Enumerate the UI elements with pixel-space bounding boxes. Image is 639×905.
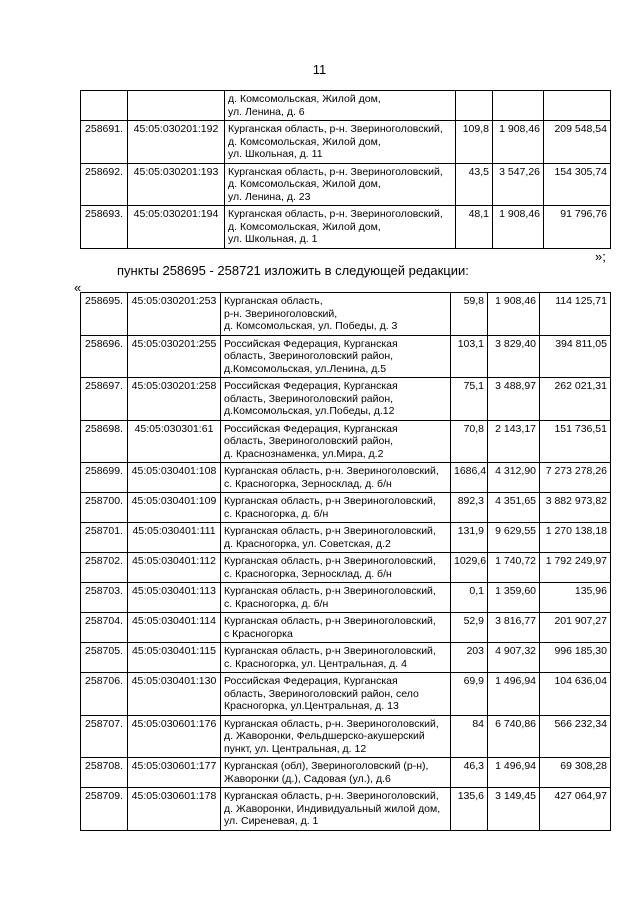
rate-cell: 1 740,72	[488, 553, 540, 583]
row-number-cell: 258699.	[81, 463, 128, 493]
address-line: Курганская область, р-н Звериноголовский,	[224, 645, 436, 657]
cadastral-number-cell: 45:05:030201:192	[128, 121, 225, 164]
address-line: д.Комсомольская, ул.Победы, д.12	[224, 405, 395, 417]
cadastral-number-cell: 45:05:030401:112	[128, 553, 221, 583]
address-line: Курганская область, р-н. Звериноголовский,	[224, 717, 439, 730]
address-cell	[221, 335, 451, 378]
cadastral-value-cell: 996 185,30	[540, 643, 611, 673]
area-cell: 70,8	[451, 420, 488, 463]
rate-cell: 3 488,97	[488, 378, 540, 421]
area-cell: 84	[451, 715, 488, 758]
address-cell	[221, 788, 451, 831]
address-cell	[221, 613, 451, 643]
cadastral-number-cell: 45:05:030201:258	[128, 378, 221, 421]
cadastral-number-cell: 45:05:030201:193	[128, 163, 225, 206]
cadastral-number-cell	[128, 91, 225, 121]
row-number-cell: 258702.	[81, 553, 128, 583]
row-number-cell: 258700.	[81, 493, 128, 523]
rate-cell: 3 547,26	[493, 163, 544, 206]
cadastral-value-cell: 114 125,71	[540, 293, 611, 336]
rate-cell: 1 908,46	[493, 121, 544, 164]
row-number-cell: 258692.	[81, 163, 128, 206]
area-cell: 135,6	[451, 788, 488, 831]
address-line: Курганская область, р-н Звериноголовский,	[224, 555, 436, 567]
address-line: д. Краснознаменка, ул.Мира, д.2	[224, 447, 384, 460]
cadastral-number-cell: 45:05:030201:253	[128, 293, 221, 336]
rate-cell: 1 908,46	[493, 206, 544, 249]
address-line: Российская Федерация, Курганская	[224, 380, 398, 392]
area-cell: 131,9	[451, 523, 488, 553]
address-line: д. Комсомольская, Жилой дом,	[228, 93, 381, 105]
area-cell: 109,8	[456, 121, 493, 164]
address-cell	[221, 758, 451, 788]
area-cell	[456, 91, 493, 121]
area-cell: 103,1	[451, 335, 488, 378]
address-line: Российская Федерация, Курганская	[224, 675, 398, 687]
area-cell: 203	[451, 643, 488, 673]
address-line: Курганская область, р-н Звериноголовский,	[224, 495, 436, 507]
row-number-cell: 258696.	[81, 335, 128, 378]
cadastral-number-cell: 45:05:030601:176	[128, 715, 221, 758]
row-number-cell	[81, 91, 128, 121]
rate-cell: 6 740,86	[488, 715, 540, 758]
address-line: Российская Федерация, Курганская	[224, 422, 398, 435]
cadastral-number-cell: 45:05:030401:109	[128, 493, 221, 523]
address-line: д. Красногорка, ул. Советская, д.2	[224, 537, 391, 550]
table-row	[81, 463, 611, 493]
cadastral-value-cell: 154 305,74	[544, 163, 611, 206]
address-cell	[225, 121, 456, 164]
address-line: Курганская (обл), Звериноголовский (р-н),	[224, 760, 429, 772]
area-cell: 1029,6	[451, 553, 488, 583]
address-cell	[225, 206, 456, 249]
closing-quote: »;	[595, 249, 606, 264]
rate-cell: 4 312,90	[488, 463, 540, 493]
table-row	[81, 643, 611, 673]
address-line: ул. Школьная, д. 11	[228, 148, 323, 160]
address-line: область, Звериноголовский район,	[224, 435, 394, 447]
address-line: д. Жаворонки, Индивидуальный жилой дом,	[224, 802, 441, 815]
table-row	[81, 206, 611, 249]
area-cell: 892,3	[451, 493, 488, 523]
rate-cell: 2 143,17	[488, 420, 540, 463]
rate-cell: 1 496,94	[488, 673, 540, 716]
table-row	[81, 335, 611, 378]
area-cell: 1686,4	[451, 463, 488, 493]
address-line: область, Звериноголовский район,	[224, 392, 394, 405]
cadastral-value-cell: 69 308,28	[540, 758, 611, 788]
area-cell: 69,9	[451, 673, 488, 716]
address-line: ул. Школьная, д. 1	[228, 233, 318, 245]
table-row	[81, 583, 611, 613]
cadastral-value-cell: 104 636,04	[540, 673, 611, 716]
row-number-cell: 258697.	[81, 378, 128, 421]
address-line: Курганская область, р-н Звериноголовский,	[224, 585, 436, 597]
address-line: д. Комсомольская, Жилой дом,	[228, 220, 381, 233]
row-number-cell: 258701.	[81, 523, 128, 553]
table-row	[81, 420, 611, 463]
cadastral-value-cell: 151 736,51	[540, 420, 611, 463]
row-number-cell: 258703.	[81, 583, 128, 613]
rate-cell: 3 149,45	[488, 788, 540, 831]
address-cell	[221, 553, 451, 583]
row-number-cell: 258691.	[81, 121, 128, 164]
rate-cell: 1 359,60	[488, 583, 540, 613]
address-line: д. Комсомольская, Жилой дом,	[228, 135, 381, 148]
address-cell	[221, 293, 451, 336]
row-number-cell: 258706.	[81, 673, 128, 716]
rate-cell: 4 351,65	[488, 493, 540, 523]
address-line: Красногорка, ул.Центральная, д. 13	[224, 700, 399, 712]
rate-cell: 4 907,32	[488, 643, 540, 673]
rate-cell: 9 629,55	[488, 523, 540, 553]
cadastral-value-cell: 135,96	[540, 583, 611, 613]
address-line: ул. Ленина, д. 6	[228, 105, 305, 118]
cadastral-number-cell: 45:05:030401:113	[128, 583, 221, 613]
table-row	[81, 493, 611, 523]
address-line: с. Красногорка, Зерносклад, д. б/н	[224, 567, 392, 580]
rate-cell	[493, 91, 544, 121]
cadastral-number-cell: 45:05:030201:194	[128, 206, 225, 249]
amendment-paragraph: пункты 258695 - 258721 изложить в следующей редакции:	[117, 263, 469, 278]
cadastral-number-cell: 45:05:030201:255	[128, 335, 221, 378]
address-cell	[221, 643, 451, 673]
rate-cell: 1 908,46	[488, 293, 540, 336]
cadastral-value-cell: 201 907,27	[540, 613, 611, 643]
address-cell	[221, 673, 451, 716]
address-line: Курганская область, р-н. Звериноголовский,	[224, 790, 439, 802]
table-row	[81, 613, 611, 643]
row-number-cell: 258704.	[81, 613, 128, 643]
address-cell	[221, 523, 451, 553]
address-line: область, Звериноголовский район, село	[224, 687, 419, 700]
address-line: Курганская область, р-н. Звериноголовский,	[228, 165, 443, 178]
table-row	[81, 378, 611, 421]
address-cell	[221, 463, 451, 493]
cadastral-number-cell: 45:05:030401:115	[128, 643, 221, 673]
address-line: Курганская область, р-н. Звериноголовский,	[228, 123, 443, 135]
address-line: Курганская область, р-н. Звериноголовский,	[224, 465, 439, 477]
area-cell: 48,1	[456, 206, 493, 249]
area-cell: 75,1	[451, 378, 488, 421]
page-number: 11	[312, 62, 327, 77]
cadastral-value-cell	[544, 91, 611, 121]
cadastral-value-cell: 1 270 138,18	[540, 523, 611, 553]
row-number-cell: 258695.	[81, 293, 128, 336]
address-cell	[221, 493, 451, 523]
cadastral-number-cell: 45:05:030401:114	[128, 613, 221, 643]
address-line: д. Жаворонки, Фельдшерско-акушерский	[224, 730, 425, 742]
area-cell: 0,1	[451, 583, 488, 613]
cadastral-number-cell: 45:05:030601:178	[128, 788, 221, 831]
address-cell	[225, 163, 456, 206]
address-line: Курганская область,	[224, 295, 323, 307]
table-row	[81, 673, 611, 716]
address-line: Курганская область, р-н Звериноголовский,	[224, 615, 436, 627]
table-row	[81, 163, 611, 206]
cadastral-value-cell: 427 064,97	[540, 788, 611, 831]
table-row	[81, 715, 611, 758]
address-line: с. Красногорка, д. б/н	[224, 597, 329, 610]
row-number-cell: 258698.	[81, 420, 128, 463]
cadastral-value-cell: 566 232,34	[540, 715, 611, 758]
address-line: д.Комсомольская, ул.Ленина, д.5	[224, 362, 387, 375]
rate-cell: 3 829,40	[488, 335, 540, 378]
property-table-top	[80, 90, 611, 249]
cadastral-value-cell: 394 811,05	[540, 335, 611, 378]
cadastral-value-cell: 209 548,54	[544, 121, 611, 164]
address-line: с. Красногорка, ул. Центральная, д. 4	[224, 657, 407, 670]
address-line: д. Комсомольская, ул. Победы, д. 3	[224, 320, 398, 332]
cadastral-number-cell: 45:05:030401:111	[128, 523, 221, 553]
address-line: Российская Федерация, Курганская	[224, 337, 398, 350]
address-cell	[221, 583, 451, 613]
address-line: область, Звериноголовский район,	[224, 350, 394, 362]
address-cell	[221, 715, 451, 758]
table-row	[81, 523, 611, 553]
cadastral-value-cell: 1 792 249,97	[540, 553, 611, 583]
table-row	[81, 293, 611, 336]
table-row	[81, 553, 611, 583]
cadastral-number-cell: 45:05:030401:130	[128, 673, 221, 716]
area-cell: 59,8	[451, 293, 488, 336]
cadastral-value-cell: 3 882 973,82	[540, 493, 611, 523]
address-cell	[221, 420, 451, 463]
table-row	[81, 788, 611, 831]
row-number-cell: 258705.	[81, 643, 128, 673]
address-line: Курганская область, р-н Звериноголовский,	[224, 525, 436, 537]
address-line: Курганская область, р-н. Звериноголовский,	[228, 208, 443, 220]
address-line: р-н. Звериноголовский,	[224, 307, 338, 320]
address-cell	[225, 91, 456, 121]
address-line: д. Комсомольская, Жилой дом,	[228, 178, 381, 190]
table-row	[81, 91, 611, 121]
opening-quote: «	[74, 280, 82, 295]
area-cell: 43,5	[456, 163, 493, 206]
rate-cell: 1 496,94	[488, 758, 540, 788]
row-number-cell: 258709.	[81, 788, 128, 831]
cadastral-value-cell: 7 273 278,26	[540, 463, 611, 493]
area-cell: 46,3	[451, 758, 488, 788]
address-line: с. Красногорка, д. б/н	[224, 507, 329, 520]
property-table-main	[80, 292, 611, 831]
address-line: пункт, ул. Центральная, д. 12	[224, 742, 367, 755]
rate-cell: 3 816,77	[488, 613, 540, 643]
row-number-cell: 258708.	[81, 758, 128, 788]
address-line: ул. Сиреневая, д. 1	[224, 815, 319, 827]
table-row	[81, 758, 611, 788]
cadastral-number-cell: 45:05:030601:177	[128, 758, 221, 788]
address-line: с Красногорка	[224, 627, 293, 640]
table-row	[81, 121, 611, 164]
row-number-cell: 258693.	[81, 206, 128, 249]
address-cell	[221, 378, 451, 421]
cadastral-number-cell: 45:05:030301:61	[128, 420, 221, 463]
address-line: ул. Ленина, д. 23	[228, 190, 311, 203]
cadastral-number-cell: 45:05:030401:108	[128, 463, 221, 493]
cadastral-value-cell: 262 021,31	[540, 378, 611, 421]
row-number-cell: 258707.	[81, 715, 128, 758]
area-cell: 52,9	[451, 613, 488, 643]
address-line: с. Красногорка, Зерносклад, д. б/н	[224, 477, 392, 490]
cadastral-value-cell: 91 796,76	[544, 206, 611, 249]
address-line: Жаворонки (д.), Садовая (ул.), д.6	[224, 772, 391, 785]
